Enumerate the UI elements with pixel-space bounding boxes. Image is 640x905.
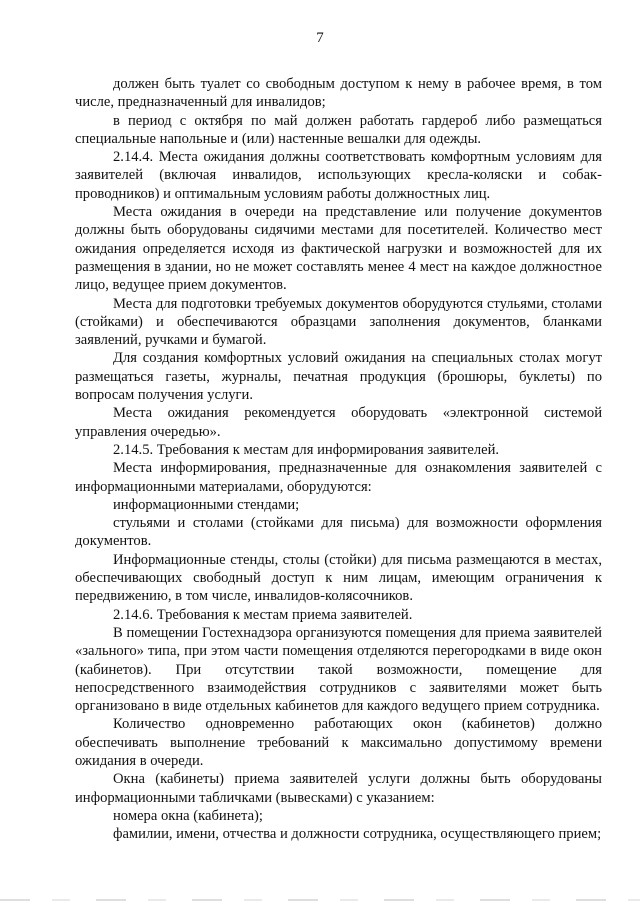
paragraph: Информационные стенды, столы (стойки) для письма размещаются в местах, обеспечивающих свободный доступ к ним лицам, имеющим ограничения к передвижению, в том числе, инвалидов-колясочников.: [75, 551, 602, 605]
section-2-14-4: 2.14.4. Места ожидания должны соответствовать комфортным условиям для заявителей (включая инвалидов, использующих кресла-коляски и собак-проводников) и оптимальным условиям работы должностных лиц.: [75, 149, 602, 202]
paragraph: информационными стендами;: [113, 496, 300, 513]
paragraph: Количество одновременно работающих окон (кабинетов) должно обеспечивать выполнение требований к максимально допустимому времени ожидания в очереди.: [75, 716, 602, 769]
paragraph: стульями и столами (стойками для письма) для возможности оформления документов.: [75, 515, 602, 550]
paragraph: должен быть туалет со свободным доступом к нему в рабочее время, в том числе, предназначенный для инвалидов;: [75, 76, 602, 111]
paragraph: Места информирования, предназначенные для ознакомления заявителей с информационными материалами, оборудуются:: [75, 460, 602, 495]
paragraph: В помещении Гостехнадзора организуются помещения для приема заявителей «зального» типа, при этом части помещения отделяются перегородками в виде окон (кабинетов). При отсутствии такой возможности, помещение для непосредственного взаимодействия сотрудников с заявителями может быть организовано в виде отдельных кабинетов для каждого ведущего прием сотрудника.: [75, 624, 602, 715]
paragraph: Места ожидания в очереди на представление или получение документов должны быть оборудованы сидячими местами для посетителей. Количество мест ожидания определяется исходя из фактической нагрузки и возможностей для их размещения в здании, но не может составлять менее 4 мест на каждое должностное лицо, ведущее прием документов.: [75, 204, 602, 294]
section-2-14-5: 2.14.5. Требования к местам для информирования заявителей.: [113, 441, 500, 458]
paragraph: фамилии, имени, отчества и должности сотрудника, осуществляющего прием;: [113, 826, 602, 843]
paragraph: номера окна (кабинета);: [113, 807, 263, 824]
paragraph: Для создания комфортных условий ожидания на специальных столах могут размещаться газеты, журналы, печатная продукция (брошюры, буклеты) по вопросам получения услуги.: [75, 350, 602, 404]
page-number: 7: [316, 30, 324, 46]
paragraph: Места для подготовки требуемых документов оборудуются стульями, столами (стойками) и обеспечиваются образцами заполнения документов, бланками заявлений, ручками и бумагой.: [75, 295, 602, 349]
scan-edge-artifact: [0, 899, 640, 901]
section-2-14-6: 2.14.6. Требования к местам приема заявителей.: [113, 606, 413, 623]
paragraph: Окна (кабинеты) приема заявителей услуги должны быть оборудованы информационными табличками (вывесками) с указанием:: [75, 771, 602, 806]
paragraph: в период с октября по май должен работать гардероб либо размещаться специальные напольные и (или) настенные вешалки для одежды.: [75, 112, 602, 147]
paragraph: Места ожидания рекомендуется оборудовать «электронной системой управления очередью».: [75, 405, 602, 440]
document-body: [75, 75, 602, 843]
